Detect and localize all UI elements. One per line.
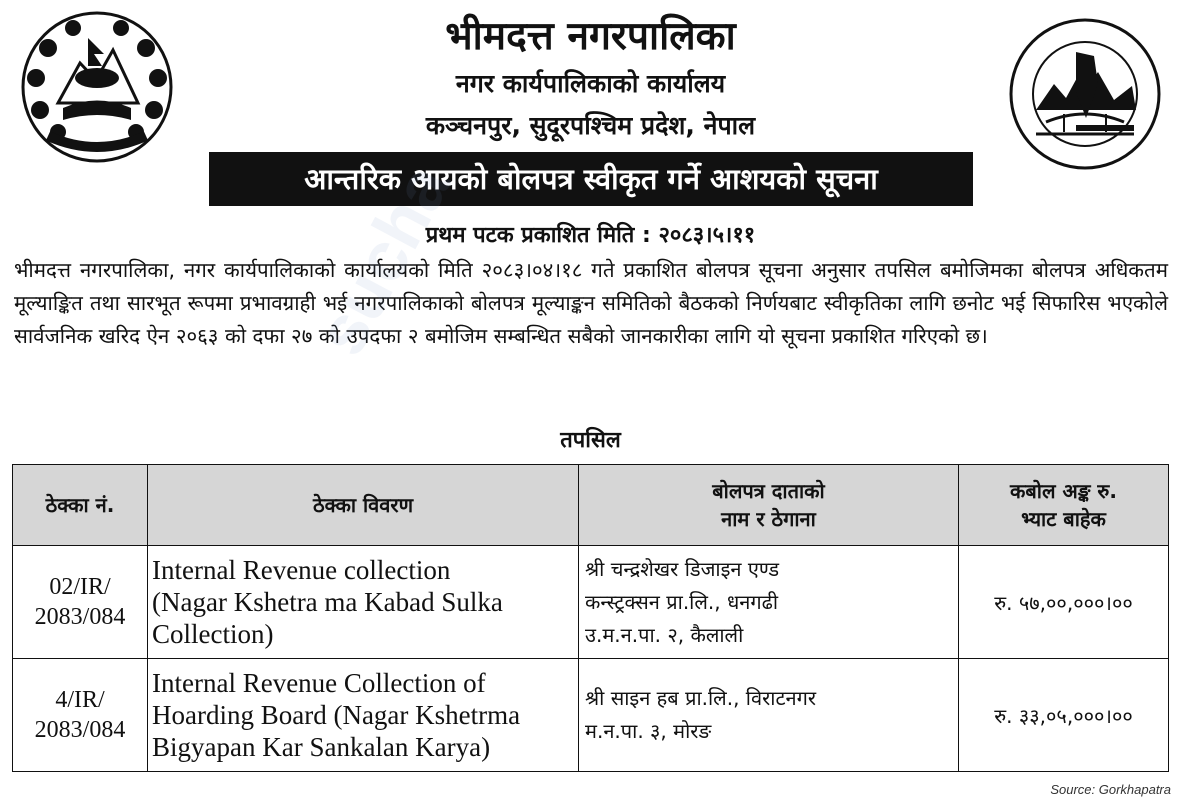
- publication-date-value: २०८३।५।११: [658, 223, 756, 248]
- header-description: ठेक्का विवरण: [148, 465, 579, 546]
- bidder-cell: [579, 546, 959, 659]
- amount-cell: रु. ५७,००,०००।००: [959, 546, 1169, 659]
- header-bidder: [579, 465, 959, 546]
- bidder-line: म.न.पा. ३, मोरङ: [585, 719, 712, 743]
- office-name: नगर कार्यपालिकाको कार्यालय: [455, 69, 726, 98]
- bidder-line: श्री चन्द्रशेखर डिजाइन एण्ड: [585, 556, 780, 581]
- table-header-row: [13, 465, 1169, 546]
- bidder-line: श्री साइन हब प्रा.लि., विराटनगर: [585, 686, 817, 710]
- header-contract-no: ठेक्का नं.: [13, 465, 148, 546]
- watermark-text: sucha: [300, 151, 465, 368]
- header-amount-line1: कबोल अङ्क रु.: [1010, 479, 1117, 503]
- schedule-heading: तपसिल: [560, 428, 621, 453]
- office-address: कञ्चनपुर, सुदूरपश्चिम प्रदेश, नेपाल: [425, 111, 756, 140]
- header-amount: [959, 465, 1169, 546]
- header-amount-line2: भ्याट बाहेक: [1021, 507, 1106, 531]
- description-line: Internal Revenue Collection of: [152, 668, 486, 698]
- contract-no-line: 02/IR/: [49, 574, 111, 600]
- bidder-line: उ.म.न.पा. २, कैलाली: [585, 622, 744, 647]
- description-cell: [148, 546, 579, 659]
- description-cell: [148, 659, 579, 772]
- bidder-cell: [579, 659, 959, 772]
- description-line: Bigyapan Kar Sankalan Karya): [152, 732, 491, 762]
- contract-no-cell: [13, 659, 148, 772]
- bidder-line: कन्स्ट्रक्सन प्रा.लि., धनगढी: [585, 589, 779, 614]
- amount-cell: रु. ३३,०५,०००।००: [959, 659, 1169, 772]
- notice-body-paragraph: भीमदत्त नगरपालिका, नगर कार्यपालिकाको कार्यालयको मिति २०८३।०४।१८ गते प्रकाशित बोलपत्र सूचना अनुसार तपसिल बमोजिमका बोलपत्र अधिकतम मूल्याङ्कित तथा सारभूत रूपमा प्रभावग्राही भई नगरपालिकाको बोलपत्र मूल्याङ्कन समितिको बैठकको निर्णयबाट स्वीकृतिका लागि छनोट भई सिफारिस भएकोले सार्वजनिक खरिद ऐन २०६३ को दफा २७ को उपदफा २ बमोजिम सम्बन्धित सबैको जानकारीका लागि यो सूचना प्रकाशित गरिएको छ।: [14, 258, 1168, 348]
- award-table: [12, 464, 1169, 772]
- header-bidder-line1: बोलपत्र दाताको: [712, 479, 825, 503]
- notice-title-banner: आन्तरिक आयको बोलपत्र स्वीकृत गर्ने आशयको सूचना: [209, 152, 973, 206]
- table-row: [13, 546, 1169, 659]
- source-credit: Source: Gorkhapatra: [1050, 782, 1171, 797]
- header-bidder-line2: नाम र ठेगाना: [721, 507, 816, 531]
- municipality-name: भीमदत्त नगरपालिका: [445, 14, 736, 59]
- contract-no-line: 2083/084: [34, 604, 126, 630]
- table-row: [13, 659, 1169, 772]
- description-line: Hoarding Board (Nagar Kshetrma: [152, 700, 521, 730]
- description-line: Internal Revenue collection: [152, 555, 451, 585]
- contract-no-cell: [13, 546, 148, 659]
- contract-no-line: 2083/084: [34, 717, 126, 743]
- description-line: (Nagar Kshetra ma Kabad Sulka: [152, 587, 503, 617]
- publication-date-label: प्रथम पटक प्रकाशित मिति :: [425, 223, 651, 248]
- contract-no-line: 4/IR/: [55, 687, 105, 713]
- description-line: Collection): [152, 619, 274, 649]
- publication-date: [0, 219, 1181, 249]
